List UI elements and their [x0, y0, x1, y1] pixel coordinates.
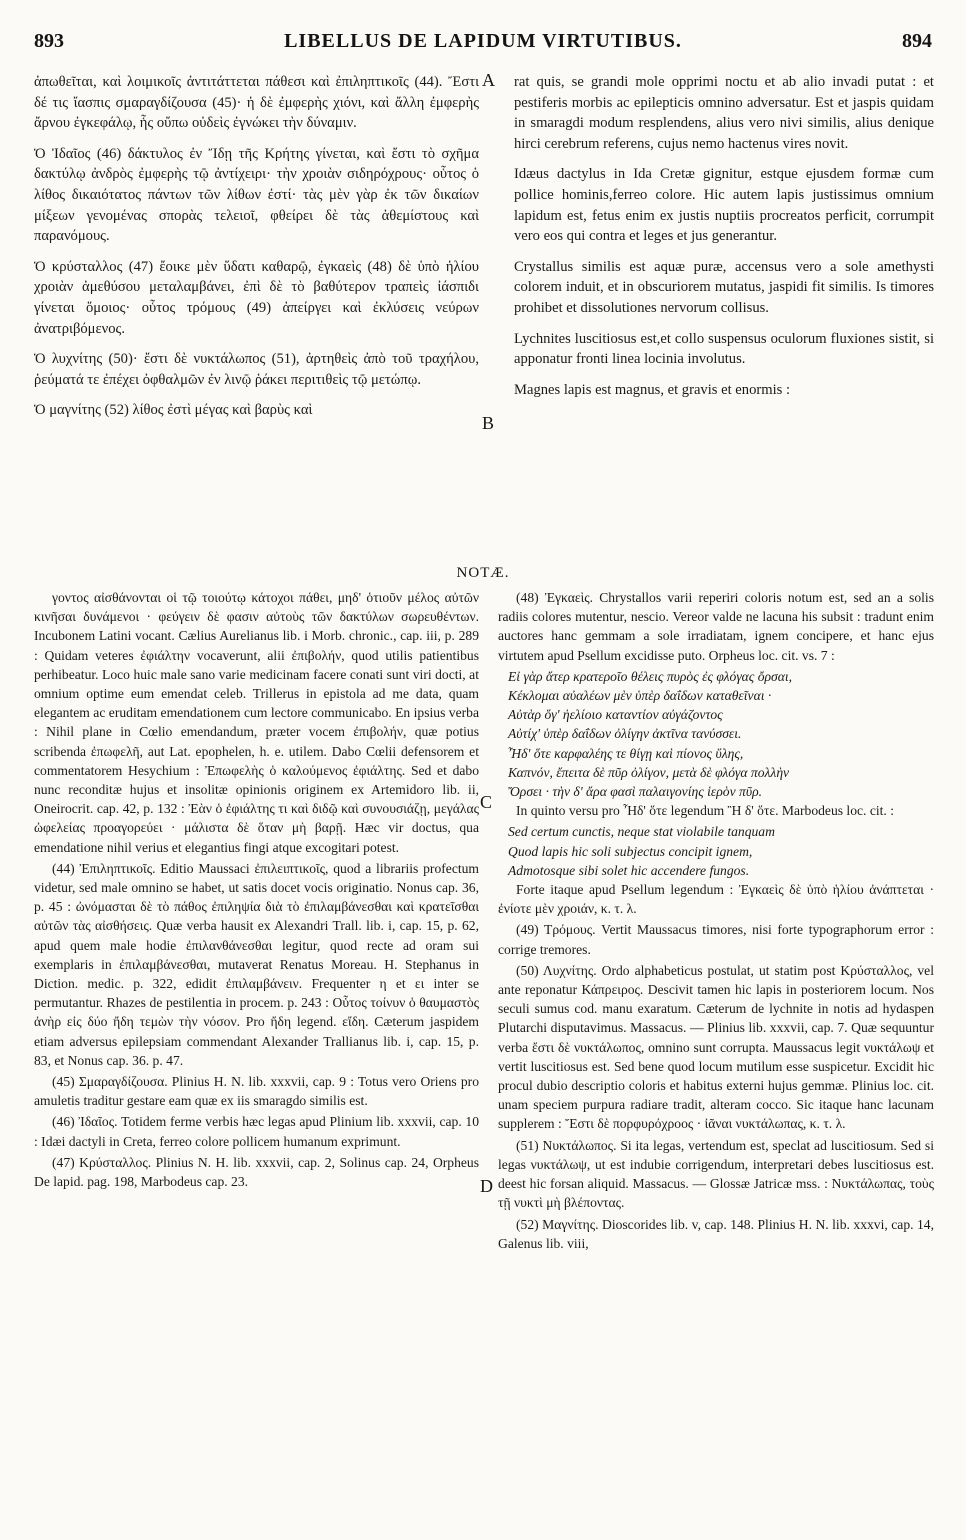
note-paragraph: (52) Μαγνίτης. Dioscorides lib. v, cap. 148. Plinius H. N. lib. xxxvi, cap. 14, Galenus lib. viii,: [498, 1216, 934, 1251]
greek-paragraph: Ὁ κρύσταλλος (47) ἔοικε μὲν ὕδατι καθαρῷ, ἐγκαεὶς (48) δὲ ὑπὸ ἡλίου χροιὰν ἀμεθύσου μεταλαμβάνει, ἐπὶ δὲ τὸ βαθύτερον τραπεὶς ἰάσπιδι γίνεται ὅμοιος· οὗτος τρόμους (49) ἀπείργει καὶ ἐκλύσεις νεύρων ἀνατριβόμενος.: [34, 258, 479, 337]
latin-paragraph: Idæus dactylus in Ida Cretæ gignitur, estque ejusdem formæ cum pollice hominis,ferreo colore. Hic autem lapis justissimus omnium lapidum est, fetus enim ex justis nuptiis procreatos perficit, corrumpit vero eos qui contra et leges et jus generantur.: [514, 166, 934, 245]
notes-heading: NOTÆ.: [456, 565, 510, 581]
page-header: [34, 30, 932, 58]
page-number-right: 894: [902, 30, 932, 52]
note-paragraph: (45) Σμαραγδίζουσα. Plinius H. N. lib. xxxvii, cap. 9 : Totus vero Oriens pro amuletis traditur gestare eam quæ ex iis smaragdo similis est.: [34, 1074, 479, 1109]
latin-paragraph: Magnes lapis est magnus, et gravis et enormis :: [514, 381, 791, 398]
greek-paragraph: ἀπωθεῖται, καὶ λοιμικοῖς ἀντιτάττεται πάθεσι καὶ ἐπιληπτικοῖς (44). Ἔστι δέ τις ἴασπις σμαραγδίζουσα (45)· ἡ δὲ ἐμφερὴς χιόνι, καὶ ἄλλη ἐμφερὴς ἄρνου ἐγκεφάλῳ, ἧς οὔπω οὐδεὶς ἐγνώκει τὴν δύναμιν.: [34, 74, 479, 132]
margin-marker-b: B: [482, 413, 495, 433]
greek-paragraph: Ὁ λυχνίτης (50)· ἔστι δὲ νυκτάλωπος (51), ἀρτηθεὶς ἀπὸ τοῦ τραχήλου, ῥεύματά τε ἐπέχει ὀφθαλμῶν ἐν λινῷ ῥάκει περιτιθεὶς τῷ μετώπῳ.: [34, 351, 479, 388]
note-paragraph: γοντος αἰσθάνονται οἱ τῷ τοιούτῳ κάτοχοι πάθει, μηδ' ὁτιοῦν μέλος αὐτῶν κινῆσαι δυνάμενοι · φεύγειν δὲ φασιν αὐτοὺς τῶν δακτύλων σωρευθέντων. Incubonem Latini vocant. Cælius Aurelianus lib. i Morb. chronic., cap. iii, p. 289 : Quidam veteres ἐφιάλτην vocaverunt, alii ἐπιβολήν, quod utilis patientibus perhibeatur. Loco huic male sano varie medicinam facere conati sunt viri docti, at omnium optime eum emendat celeb. Trillerus in epistola ad me data, quam elegantem ac eruditam emendationem cum lectore communicabo. En ipsius verba : Nihil plane in Cœlio emendandum, præter vocem ἐπιβολήν, quæ potius scribenda ἐπωφελῆ, aut Lat. epophelen, h. e. utilem. Dabo Cœlii defensorem et commentatorem Hesychium : Ἐπωφελὴς ὁ καλούμενος ἐφιάλτης. Sed et dabo nunc reconditæ hujus et insolitæ opinionis originem ex Artemidoro lib. ii, Oneirocrit. cap. 42, p. 132 : Ἐὰν ὁ ἐφιάλτης τι καὶ διδῷ καὶ συνουσιάζῃ, μεγάλας ὠφελείας προαγορεύει · μάλιστα δὲ ὅταν μὴ βαρῇ. Hæc vir doctus, qua emendatione nihil verius et elegantius fingi atque excogitari potest.: [34, 590, 479, 855]
note-paragraph: (50) Λυχνίτης. Ordo alphabeticus postulat, ut statim post Κρύσταλλος, vel ante reponatur Κάπρειρος. Descivit tamen hic lapis in posteriorem locum. Nos seculi sumus cod. manu exaratum. Cæterum de lychnite in notis ad hydaspen Plutarchi disputavimus. Massacus. — Plinius lib. xxxvii, cap. 7. Quæ sequuntur verba ἔστι δὲ νυκτάλωπος, omnino sunt corrupta. Maussacus legit νυκτάλωψ et vertit luscitiosus est. Sed bene quod locum mutilum esse suspicetur. Excidit hic procul dubio descriptio coloris et habitus externi hujus gemmæ. Plinius loc. cit. unam speciem purpura radiare tradit, alteram cocco. Sic itaque hanc lacunam supplerem : Ἔστι δὲ πορφυρόχροος · ἰᾶναι νυκτάλωπας, κ. τ. λ.: [498, 962, 934, 1132]
verse-line: Αὐτὰρ ὅγ' ἠελίοιο καταντίον αὐγάζοντος: [508, 707, 723, 723]
greek-text-column: [34, 72, 479, 431]
note-paragraph: (49) Τρόμους. Vertit Maussacus timores, nisi forte typographorum error : corrige tremores.: [498, 922, 934, 957]
verse-line: Sed certum cunctis, neque stat violabile tanquam: [508, 824, 775, 840]
verse-line: Ἦδ' ὅτε καρφαλέης τε θίγῃ καὶ πίονος ὕλης,: [508, 745, 744, 761]
margin-marker-c: C: [480, 792, 493, 812]
verse-line: Ὄρσει · τὴν δ' ἄρα φασὶ παλαιγονίης ἱερὸν πῦρ.: [508, 784, 762, 800]
greek-paragraph: Ὁ μαγνίτης (52) λίθος ἐστὶ μέγας καὶ βαρὺς καὶ: [34, 402, 313, 419]
verse-line: Quod lapis hic soli subjectus concipit ignem,: [508, 843, 753, 859]
verse-line: Καπνόν, ἔπειτα δὲ πῦρ ὀλίγον, μετὰ δὲ φλόγα πολλὴν: [508, 764, 790, 780]
latin-paragraph: Lychnites luscitiosus est,et collo suspensus oculorum fluxiones sistit, si apponatur fronti linea locinia involutus.: [514, 330, 934, 368]
note-paragraph: Forte itaque apud Psellum legendum : Ἐγκαεὶς δὲ ὑπὸ ἡλίου ἀνάπτεται · ἐνίοτε μὲν χροιάν, κ. τ. λ.: [498, 882, 934, 917]
note-paragraph: (51) Νυκτάλωπος. Si ita legas, vertendum est, speclat ad luscitiosum. Sed si legas νυκτάλωψ, ut est indubie corrigendum, interpretari debes luscitiosus est. deest hic forsan aliquid. Massacus. — Glossæ Jatricæ mss. : Νυκτάλωπας, τοὺς τῇ νυκτὶ μὴ βλέποντας.: [498, 1137, 934, 1211]
note-paragraph: (46) Ἰδαῖος. Totidem ferme verbis hæc legas apud Plinium lib. xxxvii, cap. 10 : Idæi dactyli in Creta, ferreo colore pollicem humanum exprimunt.: [34, 1114, 479, 1149]
verse-line: Κέκλομαι αὐαλέων μὲν ὑπὲρ δαΐδων καταθεῖναι ·: [508, 688, 772, 704]
latin-paragraph: Crystallus similis est aquæ puræ, accensus vero a sole amethysti colorem induit, et in obscuriorem mutatus, jaspidi fit similis. Is timores prohibet et dissolutiones nervorum collisus.: [514, 258, 934, 316]
notes-left-column: [34, 588, 479, 1193]
note-paragraph: (48) Ἐγκαεὶς. Chrystallos varii reperiri coloris notum est, sed an a solis radiis colores mutentur, nescio. Vereor valde ne lacuna his subsit : tradunt enim auctores hanc gemmam a sole irradiatam, ignem concipere, et hanc ejus virtutem apud Psellum excidisse puto. Orpheus loc. cit. vs. 7 :: [498, 590, 934, 663]
note-paragraph: (47) Κρύσταλλος. Plinius N. H. lib. xxxvii, cap. 2, Solinus cap. 24, Orpheus De lapid. pag. 198, Marbodeus cap. 23.: [34, 1154, 479, 1190]
note-paragraph: In quinto versu pro Ἦδ' ὅτε legendum Ἢ δ' ὅτε. Marbodeus loc. cit. :: [516, 803, 894, 819]
verse-line: Admotosque sibi solet hic accendere fungos.: [508, 862, 750, 878]
verse-line: Εἰ γὰρ ἄτερ κρατεροῖο θέλεις πυρὸς ἐς φλόγας ὄρσαι,: [508, 668, 793, 684]
margin-marker-a: A: [482, 70, 495, 90]
latin-paragraph: rat quis, se grandi mole opprimi noctu et ab alio invadi putat : et pestiferis morbis ac epilepticis omnino adversatur. Est et jaspis quidam in smaragdi modum resplendens, alius vero nivi similis, alius denique hirci cerebrum referens, cujus nemo hactenus vires novit.: [514, 74, 934, 152]
verse-line: Αὐτίχ' ὑπὲρ δαΐδων ὀλίγην ἀκτῖνα τανύσσει.: [508, 726, 742, 742]
latin-text-column: [514, 72, 934, 410]
margin-marker-d: D: [480, 1176, 493, 1196]
note-paragraph: (44) Ἐπιληπτικοῖς. Editio Maussaci ἐπιλειπτικοῖς, quod a librariis profectum videtur, sed male omnino se habet, ut satis docet vocis originatio. Nonus cap. 36, p. 45 : ὠνόμασται δὲ τὸ πάθος ἐπιληψία διὰ τὸ ἐπιλαμβάνεσθαι καὶ κρατεῖσθαι αὐτῶν τὰς αἰσθήσεις. Quæ verba hausit ex Alexandri Trall. lib. i, cap. 15, p. 62, apud quem male hodie ἐπιλανθάνεσθαι legitur, quod recte ad oram sui exemplaris in ἐπιλαμβάνεσθαι, mutaverat Renatus Moreau. H. Stephanus in Diction. medic. p. 322, edidit ἐπιλαμβάνειν. Frequenter η et ει inter se permutantur. Rhazes de pestilentia in procem. p. 243 : Οὗτος τοίνυν ὁ θαυμαστὸς ἀνὴρ εἰς δύο ἤδη τεμὼν τὴν νόσον. Pro ἤδη legend. εἴδη. Cæterum jaspidem etiam adversus epilepsiam commendant Alexander Trallianus lib. i, cap. 15, p. 83, et Nonus cap. 36. p. 47.: [34, 860, 479, 1068]
greek-paragraph: Ὁ Ἰδαῖος (46) δάκτυλος ἐν Ἴδῃ τῆς Κρήτης γίνεται, καὶ ἔστι τὸ σχῆμα δακτύλῳ ἀνδρὸς ἐμφερὴς τῷ ἀντίχειρι· τὴν χροιὰν σιδηρόχρους· οὗτος ὁ λίθος δικαιότατος πάντων τῶν λίθων ἐστί· τὰς μὲν γὰρ ἐκ τῶν δικαίων μίξεων γενομένας σπορὰς τελειοῖ, φθείρει δὲ τὰς ἀθεμίστους καὶ παρανόμους.: [34, 145, 479, 245]
page-number-left: 893: [34, 30, 64, 52]
notes-right-column: [498, 588, 934, 1255]
running-title: LIBELLUS DE LAPIDUM VIRTUTIBUS.: [284, 30, 682, 52]
